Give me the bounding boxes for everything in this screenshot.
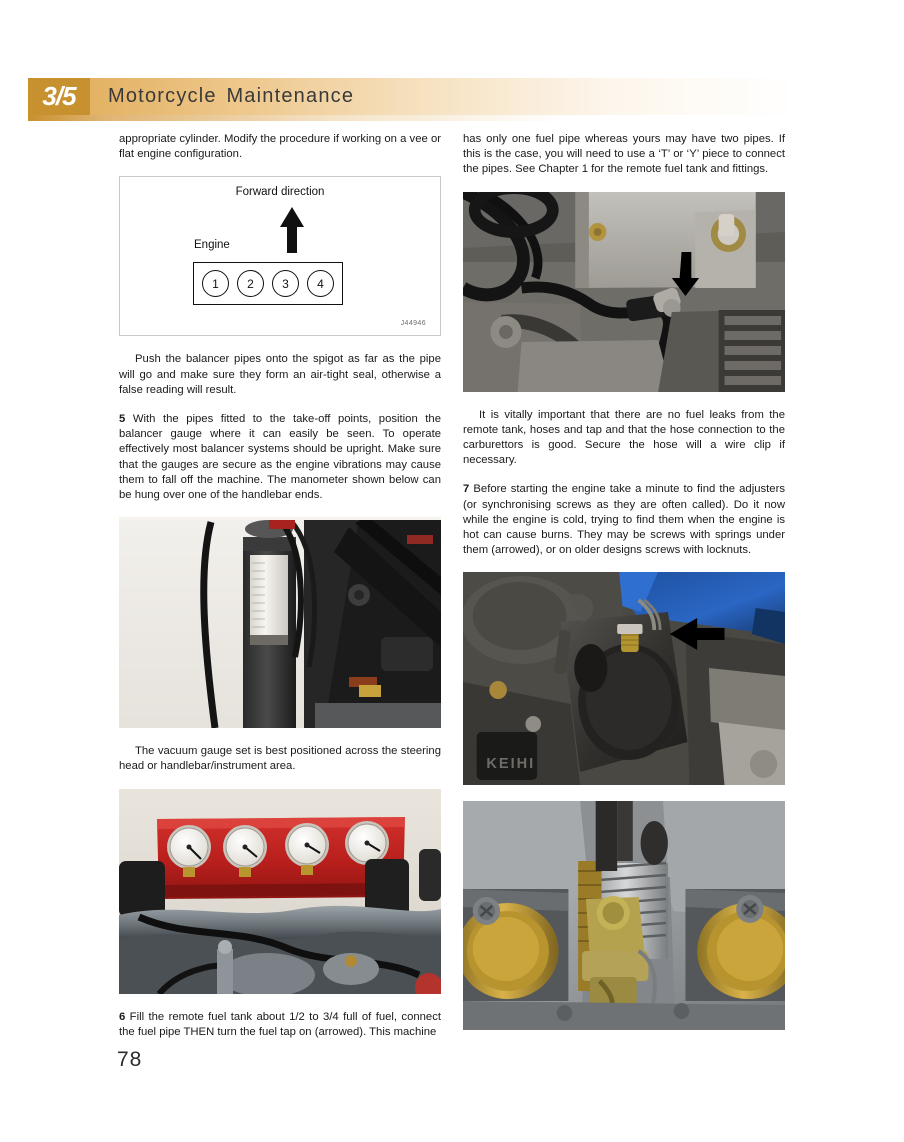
left-step-6 xyxy=(119,1010,441,1040)
step-text: Fill the remote fuel tank about 1/2 to 3/4 full of fuel, connect the fuel pipe THEN turn the fuel tap on (arrowed). This machine xyxy=(119,1010,441,1038)
right-paragraph-1: has only one fuel pipe whereas yours may have two pipes. If this is the case, you will need to use a ‘T’ or ‘Y’ piece to connect the pipes. See Chapter 1 for the remote fuel tank and fittings. xyxy=(463,133,785,176)
vacuum-gauge-set-photo xyxy=(119,789,441,994)
figure-code: J44946 xyxy=(400,320,426,328)
step-number: 7 xyxy=(463,483,470,496)
header-gradient-rule xyxy=(28,115,796,121)
right-step-7 xyxy=(463,482,785,558)
carburettor-pair-photo xyxy=(463,801,785,1030)
cylinder-circle: 4 xyxy=(307,270,334,297)
page-header xyxy=(28,78,796,115)
cylinder-circle: 3 xyxy=(272,270,299,297)
right-paragraph-2: It is vitally important that there are no fuel leaks from the remote tank, hoses and tap and that the hose connection to the carburettors is good. Secure the hose will a wire clip if necessary. xyxy=(463,408,785,467)
header-title-bar xyxy=(90,78,796,115)
cylinder-order-diagram xyxy=(119,176,441,336)
adjuster-screw-photo xyxy=(463,572,785,785)
fuel-tap-photo xyxy=(463,192,785,392)
right-column xyxy=(463,132,785,1030)
manometer-photo-caption: The vacuum gauge set is best positioned across the steering head or handlebar/instrument area. xyxy=(119,745,441,773)
cylinder-circle: 2 xyxy=(237,270,264,297)
step-text: Before starting the engine take a minute to find the adjusters (or synchronising screws as they are often called). Do it now while the engine is cold, trying to find them when the engine is hot can cause burns. They may be screws with springs under them (arrowed), or on older designs screws with locknuts. xyxy=(463,483,785,557)
left-paragraph-1: appropriate cylinder. Modify the procedure if working on a vee or flat engine configuration. xyxy=(119,133,441,161)
chapter-number: 3/5 xyxy=(42,80,76,111)
cylinder-row xyxy=(193,262,343,305)
page-title: Motorcycle Maintenance xyxy=(108,85,355,107)
cylinder-circle: 1 xyxy=(202,270,229,297)
engine-label: Engine xyxy=(194,239,230,252)
step-text: With the pipes fitted to the take-off points, position the balancer gauge where it can easily be seen. To operate effectively most balancer systems should be upright. Make sure that the gauges are secure as the engine vibrations may cause them to fall off the machine. The manometer shown below can be hung over one of the handlebar ends. xyxy=(119,413,441,502)
chapter-number-box xyxy=(28,78,90,115)
left-paragraph-2: Push the balancer pipes onto the spigot as far as the pipe will go and make sure they form an air-tight seal, otherwise a false reading will result. xyxy=(119,353,441,396)
step-number: 5 xyxy=(119,413,126,426)
forward-direction-label: Forward direction xyxy=(235,186,325,199)
page-number: 78 xyxy=(117,1048,143,1071)
svg-text:KEIHI: KEIHI xyxy=(486,756,536,773)
forward-arrow-icon xyxy=(279,207,305,253)
manometer-photo xyxy=(119,517,441,728)
left-column xyxy=(119,132,441,1040)
step-number: 6 xyxy=(119,1010,126,1023)
left-step-5 xyxy=(119,412,441,503)
